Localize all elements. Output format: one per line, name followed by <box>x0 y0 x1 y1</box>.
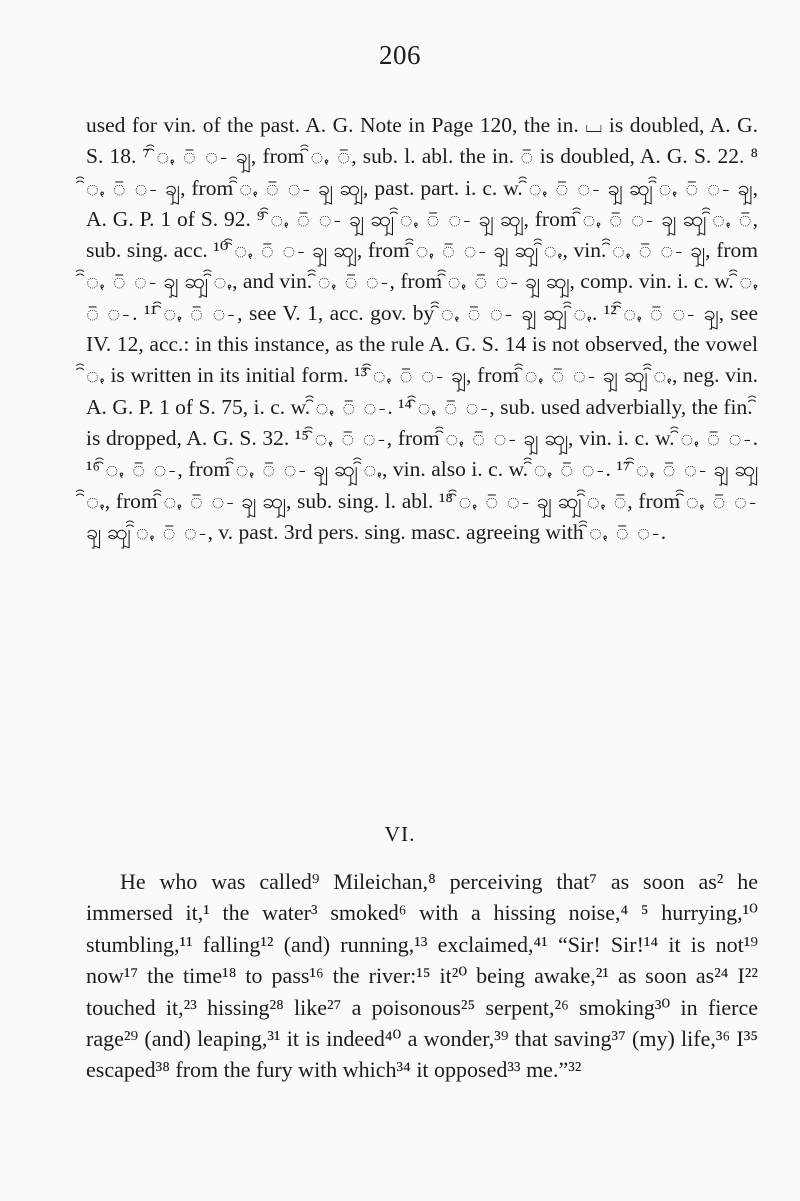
section-heading: VI. <box>384 822 416 846</box>
translation-passage <box>86 866 758 1086</box>
notes-text: used for vin. of the past. A. G. Note in Page 120, the in. ⌴ is doubled, A. G. S. 18. ⁷ ꩰꩻ ꩼ ꩽ ꩾ, from ꩰꩻ ꩼ, sub. l. abl. the in. ꩼ is doubled, A. G. S. 22. ⁸ ꩰꩻ ꩼ ꩽ ꩾ, from ꩰꩻ ꩼ ꩽ ꩾ ꩿ, past. part. i. c. w. ꩰꩻ ꩼ ꩽ ꩾ ꩿ ꩰꩻ ꩼ ꩽ ꩾ, A. G. P. 1 of S. 92. ⁹ ꩰꩻ ꩼ ꩽ ꩾ ꩿ ꩰꩻ ꩼ ꩽ ꩾ ꩿ, from ꩰꩻ ꩼ ꩽ ꩾ ꩿ ꩰꩻ ꩼ, sub. sing. acc. ¹⁰ ꩰꩻ ꩼ ꩽ ꩾ ꩿ, from ꩰꩻ ꩼ ꩽ ꩾ ꩿ ꩰꩻ, vin. ꩰꩻ ꩼ ꩽ ꩾ, from ꩰꩻ ꩼ ꩽ ꩾ ꩿ ꩰꩻ, and vin. ꩰꩻ ꩼ ꩽ, from ꩰꩻ ꩼ ꩽ ꩾ ꩿ, comp. vin. i. c. w. ꩰꩻ ꩼ ꩽ. ¹¹ ꩰꩻ ꩼ ꩽ, see V. 1, acc. gov. by ꩰꩻ ꩼ ꩽ ꩾ ꩿ ꩰꩻ. ¹² ꩰꩻ ꩼ ꩽ ꩾ, see IV. 12, acc.: in this instance, as the rule A. G. S. 14 is not observed, the vowel ꩰꩻ is written in its initial form. ¹³ ꩰꩻ ꩼ ꩽ ꩾ, from ꩰꩻ ꩼ ꩽ ꩾ ꩿ ꩰꩻ, neg. vin. A. G. P. 1 of S. 75, i. c. w. ꩰꩻ ꩼ ꩽ. ¹⁴ ꩰꩻ ꩼ ꩽ, sub. used adverbially, the fin. ꩰ is dropped, A. G. S. 32. ¹⁵ ꩰꩻ ꩼ ꩽ, from ꩰꩻ ꩼ ꩽ ꩾ ꩿ, vin. i. c. w. ꩰꩻ ꩼ ꩽ. ¹⁶ ꩰꩻ ꩼ ꩽ, from ꩰꩻ ꩼ ꩽ ꩾ ꩿ ꩰꩻ, vin. also i. c. w. ꩰꩻ ꩼ ꩽ. ¹⁷ ꩰꩻ ꩼ ꩽ ꩾ ꩿ ꩰꩻ, from ꩰꩻ ꩼ ꩽ ꩾ ꩿ, sub. sing. l. abl. ¹⁸ ꩰꩻ ꩼ ꩽ ꩾ ꩿ ꩰꩻ ꩼ, from ꩰꩻ ꩼ ꩽ ꩾ ꩿ ꩰꩻ ꩼ ꩽ, v. past. 3rd pers. sing. masc. agreeing with ꩰꩻ ꩼ ꩽ. <box>86 113 758 544</box>
translation-text: He who was called⁹ Mileichan,⁸ perceiving that⁷ as soon as² he immersed it,¹ the water³ smoked⁶ with a hissing noise,⁴ ⁵ hurrying,¹⁰ stumbling,¹¹ falling¹² (and) running,¹³ exclaimed,⁴¹ “Sir! Sir!¹⁴ it is not¹⁹ now¹⁷ the time¹⁸ to pass¹⁶ the river:¹⁵ it²⁰ being awake,²¹ as soon as²⁴ I²² touched it,²³ hissing²⁸ like²⁷ a poisonous²⁵ serpent,²⁶ smoking³⁰ in fierce rage²⁹ (and) leaping,³¹ it is indeed⁴⁰ a wonder,³⁹ that saving³⁷ (my) life,³⁶ I³⁵ escaped³⁸ from the fury with which³⁴ it opposed³³ me.”³² <box>86 869 758 1083</box>
grammatical-notes <box>86 110 758 548</box>
page-number: 206 <box>379 40 421 70</box>
